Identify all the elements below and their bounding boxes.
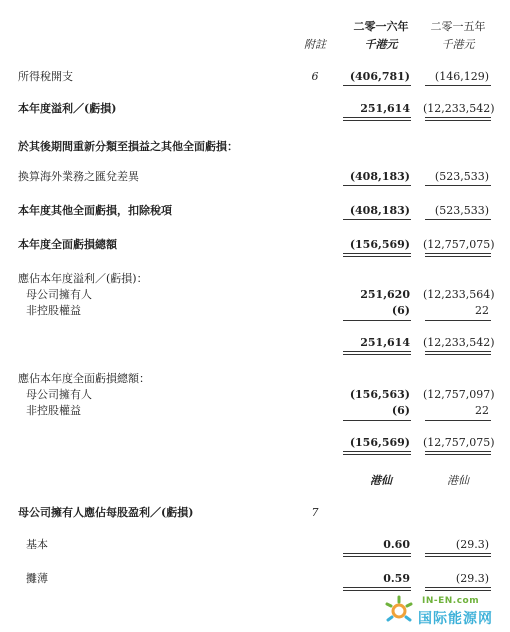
profit-loss-current: 251,614 (360, 102, 410, 115)
attr-nci-label: 非控股權益 (26, 304, 81, 317)
attr-heading: 應佔本年度溢利／(虧損)： (18, 272, 148, 285)
rule (425, 185, 491, 186)
rule (425, 85, 491, 86)
eps-diluted-previous: (29.3) (455, 572, 489, 585)
rule (425, 320, 491, 321)
rule (343, 219, 411, 220)
eps-unit-current: 港仙 (370, 474, 392, 487)
total-ci-label: 本年度全面虧損總額 (18, 238, 117, 251)
tci-nci-current: (6) (391, 404, 410, 417)
eps-heading: 母公司擁有人應佔每股盈利／(虧損) (18, 506, 194, 519)
tci-heading: 應佔本年度全面虧損總額： (18, 372, 150, 385)
sun-logo-icon (382, 594, 416, 628)
watermark-site: IN-EN.com (422, 596, 480, 606)
rule (343, 320, 411, 321)
income-tax-note: 6 (311, 70, 319, 83)
fx-diff-current: (408,183) (349, 170, 410, 183)
double-rule (343, 553, 411, 557)
fx-diff-previous: (523,533) (434, 170, 489, 183)
attr-nci-previous: 22 (475, 304, 489, 317)
income-tax-previous: (146,129) (434, 70, 489, 83)
double-rule (343, 117, 411, 121)
eps-basic-previous: (29.3) (455, 538, 489, 551)
eps-note: 7 (311, 506, 319, 519)
eps-diluted-current: 0.59 (383, 572, 410, 585)
total-ci-previous: (12,757,075) (423, 238, 495, 251)
unit-current: 千港元 (364, 38, 398, 51)
eps-unit-previous: 港仙 (447, 474, 469, 487)
double-rule (425, 553, 491, 557)
tci-owners-label: 母公司擁有人 (26, 388, 92, 401)
double-rule (425, 117, 491, 121)
rule (425, 420, 491, 421)
tci-nci-previous: 22 (475, 404, 489, 417)
unit-previous: 千港元 (441, 38, 475, 51)
double-rule (343, 253, 411, 257)
year-previous: 二零一五年 (430, 20, 486, 33)
attr-owners-previous: (12,233,564) (423, 288, 495, 301)
eps-diluted-label: 攤薄 (26, 572, 48, 585)
oci-heading: 於其後期間重新分類至損益之其他全面虧損： (18, 140, 238, 153)
rule (343, 185, 411, 186)
tci-owners-previous: (12,757,097) (423, 388, 495, 401)
profit-loss-label: 本年度溢利／(虧損) (18, 102, 117, 115)
income-tax-label: 所得稅開支 (18, 70, 73, 83)
oci-net-current: (408,183) (349, 204, 410, 217)
profit-loss-previous: (12,233,542) (423, 102, 495, 115)
note-column-header: 附註 (304, 38, 326, 51)
watermark (382, 590, 506, 630)
fx-diff-label: 換算海外業務之匯兌差異 (18, 170, 139, 183)
year-current: 二零一六年 (353, 20, 409, 33)
attr-total-previous: (12,233,542) (423, 336, 495, 349)
tci-total-previous: (12,757,075) (423, 436, 495, 449)
tci-owners-current: (156,563) (349, 388, 410, 401)
double-rule (425, 253, 491, 257)
double-rule (343, 451, 411, 455)
rule (343, 420, 411, 421)
total-ci-current: (156,569) (349, 238, 410, 251)
double-rule (425, 451, 491, 455)
rule (425, 219, 491, 220)
watermark-brand: 国际能源网 (418, 611, 493, 627)
attr-owners-label: 母公司擁有人 (26, 288, 92, 301)
tci-nci-label: 非控股權益 (26, 404, 81, 417)
double-rule (425, 351, 491, 355)
eps-basic-current: 0.60 (383, 538, 410, 551)
oci-net-label: 本年度其他全面虧損，扣除稅項 (18, 204, 172, 217)
attr-owners-current: 251,620 (360, 288, 410, 301)
double-rule (343, 351, 411, 355)
oci-net-previous: (523,533) (434, 204, 489, 217)
attr-nci-current: (6) (391, 304, 410, 317)
tci-total-current: (156,569) (349, 436, 410, 449)
attr-total-current: 251,614 (360, 336, 410, 349)
income-tax-current: (406,781) (349, 70, 410, 83)
eps-basic-label: 基本 (26, 538, 48, 551)
rule (343, 85, 411, 86)
